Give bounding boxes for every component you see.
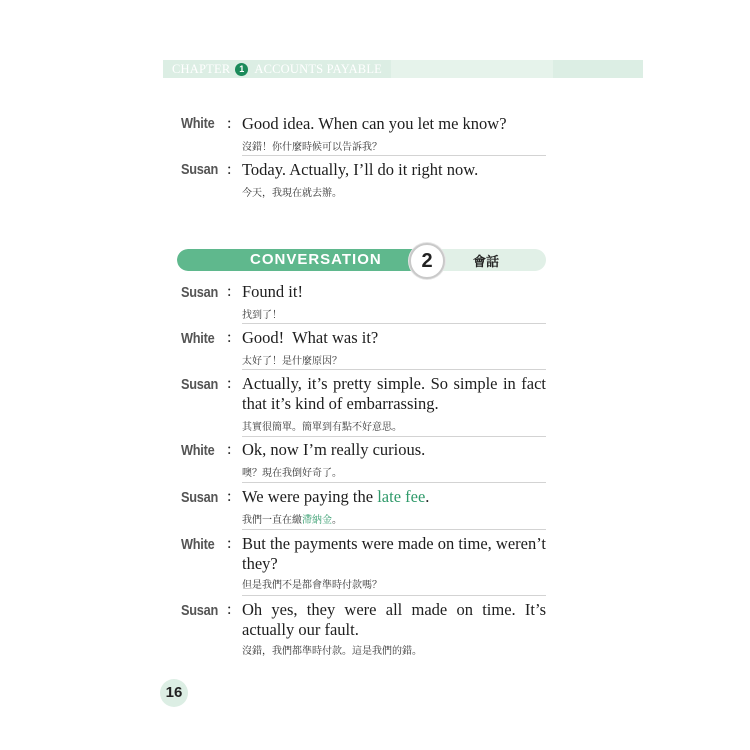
colon: : <box>227 601 232 618</box>
chinese-text-part: 我們一直在繳 <box>242 515 302 526</box>
vocab-highlight: late fee <box>377 487 426 506</box>
divider <box>242 529 546 530</box>
english-text: Actually, it’s pretty simple. So simple in fact that it’s kind of embarrassing. <box>242 374 546 413</box>
chapter-word: CHAPTER <box>172 61 231 76</box>
chinese-text: 但是我們不是都會準時付款嗎？ <box>242 580 382 591</box>
colon: : <box>227 375 232 392</box>
divider <box>242 155 546 156</box>
conversation-title: CONVERSATION <box>250 251 382 268</box>
chapter-label <box>172 61 382 77</box>
colon: : <box>227 488 232 505</box>
english-text: Good! What was it? <box>242 328 379 347</box>
divider <box>242 482 546 483</box>
speaker-name: Susan <box>181 489 218 506</box>
colon: : <box>227 161 232 178</box>
header-accent <box>391 60 553 78</box>
chinese-text: 沒錯，我們都準時付款。這是我們的錯。 <box>242 646 422 657</box>
conversation-number: 2 <box>409 243 445 279</box>
divider <box>242 323 546 324</box>
chinese-text: 今天，我現在就去辦。 <box>242 188 342 199</box>
english-text: But the payments were made on time, weren’t they? <box>242 534 546 573</box>
colon: : <box>227 115 232 132</box>
english-text: Found it! <box>242 282 303 301</box>
chapter-number-badge: 1 <box>235 63 248 76</box>
english-text <box>242 487 546 507</box>
divider <box>242 369 546 370</box>
chapter-title: ACCOUNTS PAYABLE <box>254 61 383 76</box>
english-text: Good idea. When can you let me know? <box>242 114 507 133</box>
chapter-header <box>163 60 643 78</box>
page-number: 16 <box>160 679 188 707</box>
chinese-text <box>242 511 342 526</box>
colon: : <box>227 535 232 552</box>
speaker-name: White <box>181 330 215 347</box>
chinese-text: 噢？現在我倒好奇了。 <box>242 468 342 479</box>
chinese-text: 其實很簡單。簡單到有點不好意思。 <box>242 422 402 433</box>
chinese-text: 沒錯！你什麼時候可以告訴我？ <box>242 142 382 153</box>
english-text-part: . <box>425 487 430 506</box>
divider <box>242 436 546 437</box>
chinese-text-part: 。 <box>332 515 342 526</box>
speaker-name: White <box>181 536 215 553</box>
speaker-name: Susan <box>181 284 218 301</box>
speaker-name: Susan <box>181 161 218 178</box>
chinese-text: 太好了！是什麼原因？ <box>242 356 342 367</box>
divider <box>242 595 546 596</box>
speaker-name: Susan <box>181 602 218 619</box>
speaker-name: Susan <box>181 376 218 393</box>
chinese-text: 找到了！ <box>242 310 282 321</box>
speaker-name: White <box>181 115 215 132</box>
english-text-part: We were paying the <box>242 487 378 506</box>
english-text: Ok, now I’m really curious. <box>242 440 426 459</box>
vocab-highlight-chinese: 滯納金 <box>302 515 332 526</box>
english-text: Oh yes, they were all made on time. It’s actually our fault. <box>242 600 546 639</box>
speaker-name: White <box>181 442 215 459</box>
colon: : <box>227 283 232 300</box>
english-text: Today. Actually, I’ll do it right now. <box>242 160 479 179</box>
conversation-chinese-title: 會話 <box>473 255 500 270</box>
colon: : <box>227 441 232 458</box>
colon: : <box>227 329 232 346</box>
